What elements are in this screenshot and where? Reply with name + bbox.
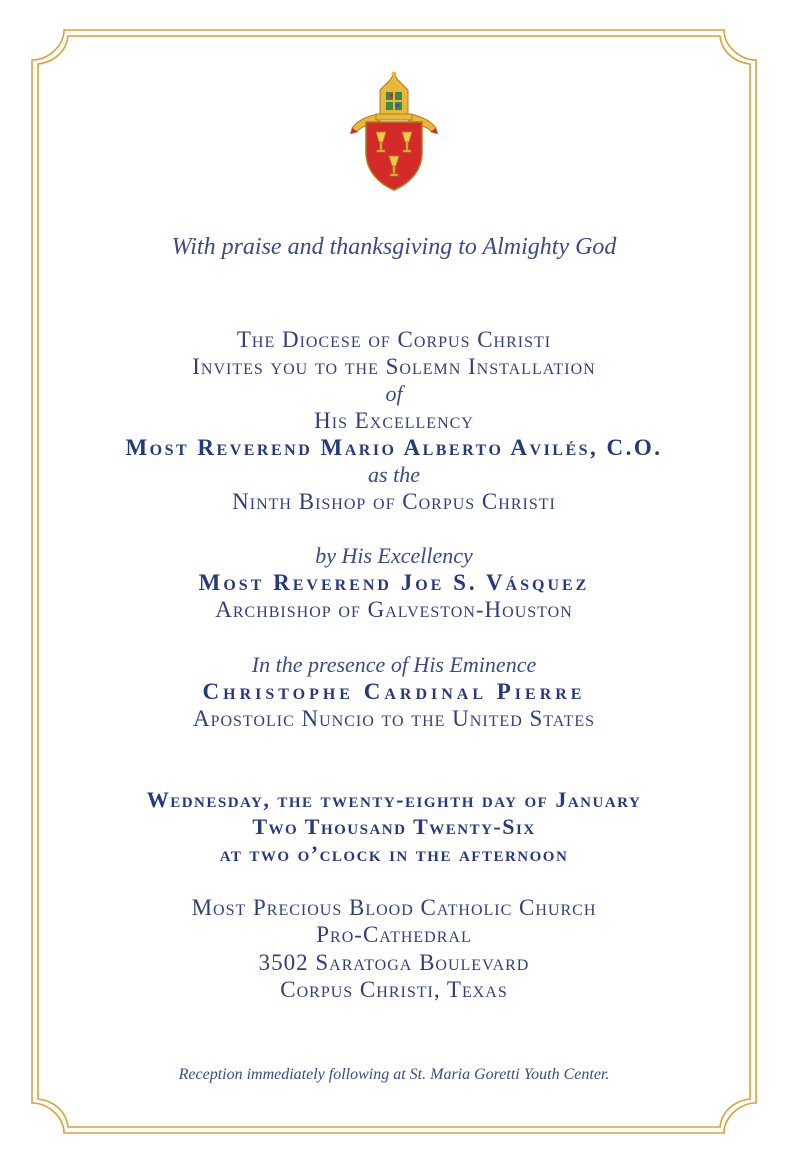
- as-the-line: as the: [368, 462, 420, 487]
- intro-line: With praise and thanksgiving to Almighty God: [171, 234, 617, 260]
- host-line: The Diocese of Corpus Christi: [236, 327, 552, 352]
- venue-name: Most Precious Blood Catholic Church: [191, 895, 597, 920]
- cardinal-title: Apostolic Nuncio to the United States: [192, 706, 596, 731]
- invite-line: Invites you to the Solemn Installation: [192, 354, 596, 379]
- bishop-name: Most Reverend Mario Alberto Avilés, C.O.: [125, 435, 663, 460]
- year-line: Two Thousand Twenty-Six: [252, 814, 536, 839]
- diocese-coat-of-arms-icon: [350, 70, 438, 194]
- of-line: of: [385, 381, 403, 406]
- bishop-title: Ninth Bishop of Corpus Christi: [232, 489, 556, 514]
- installer-title: Archbishop of Galveston-Houston: [215, 597, 573, 622]
- venue-street: 3502 Saratoga Boulevard: [258, 950, 530, 975]
- installer-intro: by His Excellency: [315, 543, 473, 568]
- time-line: at two o’clock in the afternoon: [219, 841, 569, 866]
- venue-subtitle: Pro-Cathedral: [316, 922, 472, 947]
- installer-name: Most Reverend Joe S. Vásquez: [198, 570, 590, 595]
- honorific-line: His Excellency: [314, 408, 474, 433]
- date-line: Wednesday, the twenty-eighth day of January: [146, 787, 642, 812]
- cardinal-name: Christophe Cardinal Pierre: [202, 679, 586, 704]
- reception-note: Reception immediately following at St. Maria Goretti Youth Center.: [178, 1066, 610, 1083]
- venue-city: Corpus Christi, Texas: [280, 977, 508, 1002]
- presence-intro: In the presence of His Eminence: [251, 652, 537, 677]
